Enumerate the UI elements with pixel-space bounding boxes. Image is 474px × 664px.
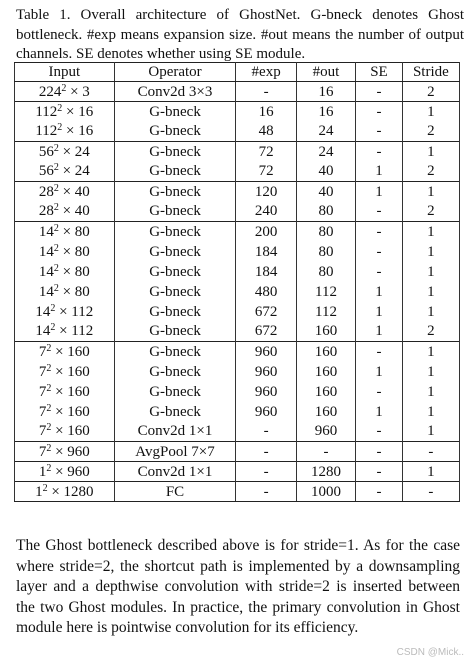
cell-se: - xyxy=(356,202,403,222)
input-exponent: 2 xyxy=(46,462,52,474)
cell-se: - xyxy=(356,442,403,462)
cell-input xyxy=(15,282,115,302)
table-row xyxy=(15,422,460,442)
cell-operator: G-bneck xyxy=(114,362,236,382)
cell-se: - xyxy=(356,342,403,362)
input-base: 28 xyxy=(38,203,54,220)
cell-se: 1 xyxy=(356,402,403,422)
cell-operator: G-bneck xyxy=(114,262,236,282)
cell-out: 80 xyxy=(296,262,355,282)
cell-out: 16 xyxy=(296,82,355,102)
cell-se: - xyxy=(356,122,403,142)
architecture-table-wrapper xyxy=(14,62,460,502)
table-row xyxy=(15,462,460,482)
cell-se: 1 xyxy=(356,302,403,322)
cell-operator: G-bneck xyxy=(114,182,236,202)
table-row xyxy=(15,442,460,462)
header-exp: #exp xyxy=(236,63,296,82)
cell-exp: 960 xyxy=(236,402,296,422)
input-exponent: 2 xyxy=(42,482,48,494)
input-channels: × 80 xyxy=(58,243,90,260)
cell-se: 1 xyxy=(356,182,403,202)
cell-operator: G-bneck xyxy=(114,202,236,222)
watermark: CSDN @Mick.. xyxy=(396,647,464,658)
cell-exp: - xyxy=(236,482,296,502)
cell-out: 1280 xyxy=(296,462,355,482)
cell-input xyxy=(15,102,115,122)
input-exponent: 2 xyxy=(46,422,52,434)
cell-out: 80 xyxy=(296,242,355,262)
cell-operator: G-bneck xyxy=(114,322,236,342)
table-row xyxy=(15,162,460,182)
cell-operator: G-bneck xyxy=(114,162,236,182)
input-channels: × 112 xyxy=(55,323,94,340)
cell-se: - xyxy=(356,222,403,242)
input-base: 56 xyxy=(38,163,54,180)
cell-out: 160 xyxy=(296,362,355,382)
input-exponent: 2 xyxy=(53,282,59,294)
input-channels: × 960 xyxy=(51,443,90,460)
input-base: 14 xyxy=(35,323,51,340)
cell-exp: 480 xyxy=(236,282,296,302)
cell-exp: 200 xyxy=(236,222,296,242)
cell-stride: 1 xyxy=(402,462,459,482)
input-channels: × 40 xyxy=(58,183,90,200)
cell-exp: 184 xyxy=(236,242,296,262)
input-exponent: 2 xyxy=(53,222,59,234)
cell-stride: 1 xyxy=(402,182,459,202)
cell-operator: G-bneck xyxy=(114,222,236,242)
cell-operator: G-bneck xyxy=(114,342,236,362)
input-channels: × 160 xyxy=(51,423,90,440)
cell-input xyxy=(15,262,115,282)
cell-stride: 1 xyxy=(402,342,459,362)
cell-exp: 16 xyxy=(236,102,296,122)
body-paragraph: The Ghost bottleneck described above is for stride=1. As for the case where stride=2, the shortcut path is implemented by a downsampling layer and a depthwise convolution with stride=2 is inserted between the two Ghost modules. In practice, the primary convolution in Ghost module here is pointwise convolution for its efficiency. xyxy=(16,537,460,637)
table-row xyxy=(15,282,460,302)
cell-out: 160 xyxy=(296,402,355,422)
input-channels: × 160 xyxy=(51,363,90,380)
input-exponent: 2 xyxy=(53,202,59,214)
cell-exp: 48 xyxy=(236,122,296,142)
table-row xyxy=(15,382,460,402)
cell-out: 960 xyxy=(296,422,355,442)
table-row xyxy=(15,362,460,382)
cell-exp: - xyxy=(236,442,296,462)
input-channels: × 160 xyxy=(51,383,90,400)
cell-out: 80 xyxy=(296,202,355,222)
cell-exp: 184 xyxy=(236,262,296,282)
table-row xyxy=(15,242,460,262)
table-row xyxy=(15,202,460,222)
cell-operator: Conv2d 1×1 xyxy=(114,422,236,442)
cell-stride: 1 xyxy=(402,362,459,382)
cell-out: 160 xyxy=(296,322,355,342)
input-base: 14 xyxy=(35,303,51,320)
table-row xyxy=(15,342,460,362)
header-out: #out xyxy=(296,63,355,82)
input-channels: × 112 xyxy=(55,303,94,320)
input-exponent: 2 xyxy=(50,302,56,314)
cell-operator: G-bneck xyxy=(114,282,236,302)
cell-se: - xyxy=(356,82,403,102)
input-base: 14 xyxy=(38,283,54,300)
input-exponent: 2 xyxy=(53,142,59,154)
header-input: Input xyxy=(15,63,115,82)
cell-exp: 240 xyxy=(236,202,296,222)
cell-out: 24 xyxy=(296,122,355,142)
cell-operator: Conv2d 3×3 xyxy=(114,82,236,102)
input-channels: × 24 xyxy=(58,163,90,180)
cell-out: 80 xyxy=(296,222,355,242)
table-row xyxy=(15,82,460,102)
cell-se: - xyxy=(356,382,403,402)
cell-input xyxy=(15,482,115,502)
input-exponent: 2 xyxy=(53,242,59,254)
cell-se: 1 xyxy=(356,322,403,342)
cell-out: - xyxy=(296,442,355,462)
cell-out: 16 xyxy=(296,102,355,122)
cell-se: 1 xyxy=(356,162,403,182)
cell-stride: 2 xyxy=(402,202,459,222)
input-base: 7 xyxy=(38,383,47,400)
input-base: 14 xyxy=(38,223,54,240)
input-base: 7 xyxy=(38,443,47,460)
cell-stride: - xyxy=(402,442,459,462)
input-exponent: 2 xyxy=(46,442,52,454)
cell-input xyxy=(15,242,115,262)
cell-input xyxy=(15,322,115,342)
input-base: 14 xyxy=(38,263,54,280)
cell-se: - xyxy=(356,462,403,482)
cell-input xyxy=(15,82,115,102)
header-operator: Operator xyxy=(114,63,236,82)
cell-input xyxy=(15,162,115,182)
input-base: 112 xyxy=(35,123,58,140)
cell-input xyxy=(15,302,115,322)
cell-stride: 1 xyxy=(402,382,459,402)
input-base: 7 xyxy=(38,403,47,420)
input-base: 1 xyxy=(38,463,47,480)
cell-out: 40 xyxy=(296,162,355,182)
input-exponent: 2 xyxy=(46,342,52,354)
cell-input xyxy=(15,222,115,242)
input-channels: × 80 xyxy=(58,263,90,280)
input-exponent: 2 xyxy=(57,102,63,114)
cell-se: - xyxy=(356,262,403,282)
input-channels: × 16 xyxy=(62,123,94,140)
table-row xyxy=(15,402,460,422)
input-channels: × 24 xyxy=(58,143,90,160)
cell-stride: 1 xyxy=(402,422,459,442)
cell-input xyxy=(15,342,115,362)
table-body xyxy=(15,82,460,502)
cell-exp: - xyxy=(236,422,296,442)
cell-stride: 1 xyxy=(402,222,459,242)
cell-operator: Conv2d 1×1 xyxy=(114,462,236,482)
cell-stride: 1 xyxy=(402,142,459,162)
cell-operator: G-bneck xyxy=(114,382,236,402)
cell-stride: 1 xyxy=(402,102,459,122)
input-exponent: 2 xyxy=(53,262,59,274)
cell-exp: 960 xyxy=(236,342,296,362)
input-channels: × 3 xyxy=(66,83,90,100)
cell-exp: 120 xyxy=(236,182,296,202)
input-exponent: 2 xyxy=(46,402,52,414)
cell-input xyxy=(15,362,115,382)
input-channels: × 80 xyxy=(58,223,90,240)
cell-input xyxy=(15,382,115,402)
cell-exp: - xyxy=(236,462,296,482)
input-channels: × 960 xyxy=(51,463,90,480)
cell-input xyxy=(15,442,115,462)
table-row xyxy=(15,102,460,122)
cell-stride: 1 xyxy=(402,262,459,282)
table-row xyxy=(15,482,460,502)
input-exponent: 2 xyxy=(50,322,56,334)
input-base: 112 xyxy=(35,103,58,120)
input-exponent: 2 xyxy=(57,122,63,134)
input-base: 224 xyxy=(38,83,62,100)
cell-se: - xyxy=(356,142,403,162)
cell-exp: 72 xyxy=(236,162,296,182)
input-base: 7 xyxy=(38,343,47,360)
cell-input xyxy=(15,422,115,442)
cell-operator: G-bneck xyxy=(114,402,236,422)
cell-out: 1000 xyxy=(296,482,355,502)
input-base: 28 xyxy=(38,183,54,200)
cell-se: 1 xyxy=(356,282,403,302)
cell-stride: 1 xyxy=(402,242,459,262)
input-exponent: 2 xyxy=(46,382,52,394)
input-channels: × 16 xyxy=(62,103,94,120)
input-channels: × 160 xyxy=(51,403,90,420)
input-channels: × 40 xyxy=(58,203,90,220)
cell-operator: G-bneck xyxy=(114,102,236,122)
table-header-row xyxy=(15,63,460,82)
cell-exp: - xyxy=(236,82,296,102)
table-row xyxy=(15,122,460,142)
cell-exp: 72 xyxy=(236,142,296,162)
cell-stride: 1 xyxy=(402,302,459,322)
input-base: 7 xyxy=(38,423,47,440)
cell-se: - xyxy=(356,102,403,122)
table-row xyxy=(15,142,460,162)
header-se: SE xyxy=(356,63,403,82)
table-row xyxy=(15,262,460,282)
table-row xyxy=(15,182,460,202)
cell-input xyxy=(15,462,115,482)
cell-stride: 2 xyxy=(402,122,459,142)
table-row xyxy=(15,322,460,342)
cell-se: - xyxy=(356,422,403,442)
cell-input xyxy=(15,402,115,422)
cell-stride: 2 xyxy=(402,162,459,182)
cell-out: 24 xyxy=(296,142,355,162)
input-channels: × 80 xyxy=(58,283,90,300)
cell-input xyxy=(15,182,115,202)
cell-operator: G-bneck xyxy=(114,242,236,262)
cell-out: 112 xyxy=(296,302,355,322)
input-exponent: 2 xyxy=(53,182,59,194)
header-stride: Stride xyxy=(402,63,459,82)
cell-stride: - xyxy=(402,482,459,502)
table-row xyxy=(15,222,460,242)
cell-input xyxy=(15,122,115,142)
cell-out: 160 xyxy=(296,342,355,362)
cell-stride: 1 xyxy=(402,282,459,302)
architecture-table xyxy=(14,62,460,502)
input-exponent: 2 xyxy=(53,162,59,174)
input-base: 7 xyxy=(38,363,47,380)
cell-out: 40 xyxy=(296,182,355,202)
input-channels: × 160 xyxy=(51,343,90,360)
cell-out: 112 xyxy=(296,282,355,302)
cell-exp: 672 xyxy=(236,302,296,322)
cell-se: - xyxy=(356,242,403,262)
cell-operator: G-bneck xyxy=(114,122,236,142)
input-base: 56 xyxy=(38,143,54,160)
input-base: 1 xyxy=(35,483,43,500)
cell-input xyxy=(15,202,115,222)
cell-exp: 960 xyxy=(236,382,296,402)
input-exponent: 2 xyxy=(46,362,52,374)
cell-operator: AvgPool 7×7 xyxy=(114,442,236,462)
cell-se: - xyxy=(356,482,403,502)
input-base: 14 xyxy=(38,243,54,260)
cell-exp: 672 xyxy=(236,322,296,342)
cell-operator: FC xyxy=(114,482,236,502)
cell-stride: 2 xyxy=(402,322,459,342)
cell-exp: 960 xyxy=(236,362,296,382)
cell-stride: 2 xyxy=(402,82,459,102)
cell-out: 160 xyxy=(296,382,355,402)
cell-stride: 1 xyxy=(402,402,459,422)
cell-operator: G-bneck xyxy=(114,302,236,322)
input-channels: × 1280 xyxy=(47,483,94,500)
cell-input xyxy=(15,142,115,162)
table-caption: Table 1. Overall architecture of GhostNet. G-bneck denotes Ghost bottleneck. #exp means expansion size. #out means the number of output channels. SE denotes whether using SE module. xyxy=(16,7,464,62)
cell-se: 1 xyxy=(356,362,403,382)
cell-operator: G-bneck xyxy=(114,142,236,162)
table-row xyxy=(15,302,460,322)
input-exponent: 2 xyxy=(61,82,67,94)
